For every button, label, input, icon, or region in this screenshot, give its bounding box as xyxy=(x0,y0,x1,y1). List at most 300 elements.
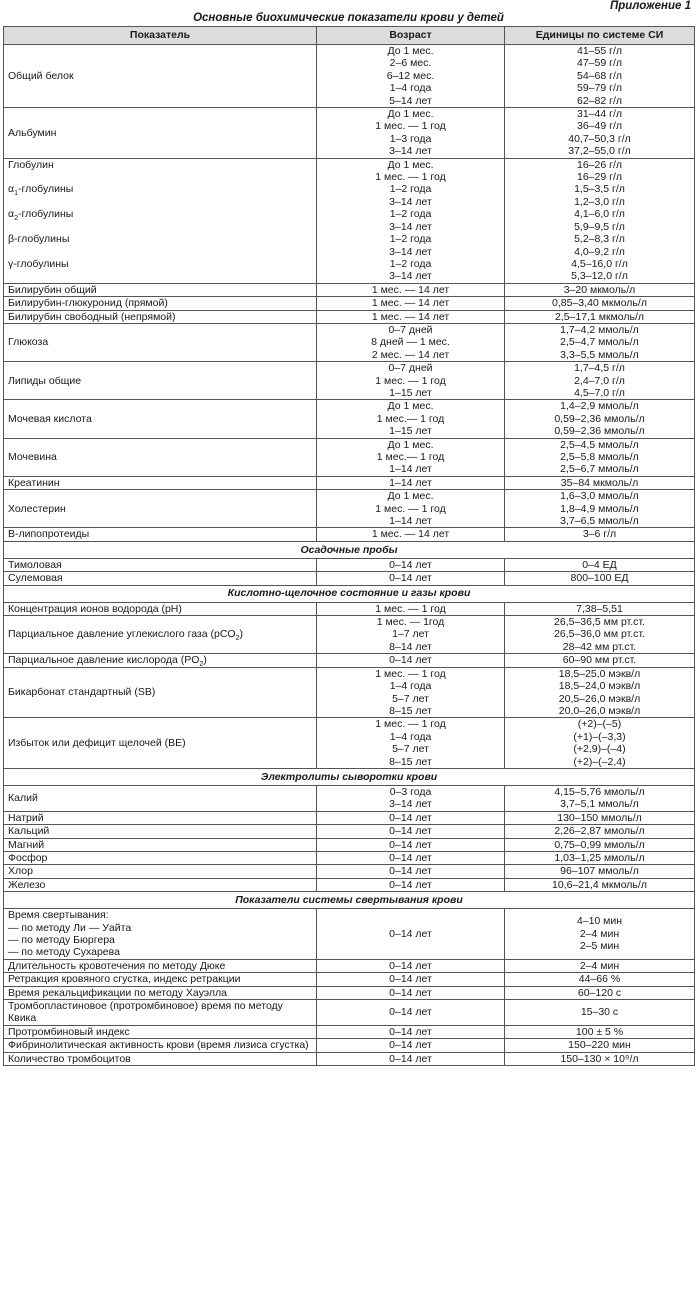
indicator-name xyxy=(8,246,312,258)
unit-cell xyxy=(505,825,695,838)
table-row xyxy=(4,785,695,811)
unit-cell xyxy=(505,838,695,851)
reference-value: 2,5–4,5 ммоль/л xyxy=(560,438,639,451)
age-range: 1–4 года xyxy=(389,730,432,743)
reference-value: (+1)–(–3,3) xyxy=(573,730,626,743)
table-row xyxy=(4,825,695,838)
header-age: Возраст xyxy=(317,27,505,45)
age-range: 0–14 лет xyxy=(389,927,432,940)
reference-value: 0–4 ЕД xyxy=(582,558,617,571)
indicator-name xyxy=(8,171,312,183)
reference-value: 2–5 мин xyxy=(579,940,620,953)
indicator-name: Концентрация ионов водорода (pH) xyxy=(8,602,182,615)
indicator-name: Магний xyxy=(8,838,45,851)
unit-cell xyxy=(505,528,695,541)
table-row xyxy=(4,973,695,986)
reference-value: 10,6–21,4 мкмоль/л xyxy=(552,878,647,891)
table-row xyxy=(4,1000,695,1026)
unit-cell xyxy=(505,616,695,654)
reference-value: 2,5–4,7 ммоль/л xyxy=(560,336,639,349)
indicator-name: Билирубин общий xyxy=(8,283,97,296)
age-range: 3–14 лет xyxy=(389,270,432,283)
unit-cell xyxy=(505,438,695,476)
header-row xyxy=(4,27,695,45)
unit-cell xyxy=(505,400,695,438)
indicator-cell xyxy=(4,528,317,541)
age-range: До 1 мес. xyxy=(387,108,434,121)
section-title: Показатели системы свертывания крови xyxy=(4,892,695,909)
table-row xyxy=(4,572,695,585)
header-units: Единицы по системе СИ xyxy=(505,27,695,45)
age-cell xyxy=(317,785,505,811)
indicator-name: Холестерин xyxy=(8,502,66,515)
table-row xyxy=(4,476,695,489)
unit-cell xyxy=(505,851,695,864)
reference-value: 1,2–3,0 г/л xyxy=(574,195,625,208)
indicator-name xyxy=(8,270,312,282)
age-range: 1 мес. — 1 год xyxy=(375,602,446,615)
age-cell xyxy=(317,1039,505,1052)
indicator-name: Общий белок xyxy=(8,69,74,82)
indicator-cell xyxy=(4,362,317,400)
indicator-cell xyxy=(4,297,317,310)
reference-value: 2–4 мин xyxy=(579,927,620,940)
age-range: 1 мес. — 1 год xyxy=(375,374,446,387)
age-range: 1 мес. — 1 год xyxy=(375,718,446,731)
age-range: 1–2 года xyxy=(389,208,432,221)
reference-value: 3,7–6,5 ммоль/л xyxy=(560,515,639,528)
indicator-name: Креатинин xyxy=(8,476,60,489)
unit-cell xyxy=(505,476,695,489)
table-row xyxy=(4,158,695,283)
age-range: 3–14 лет xyxy=(389,798,432,811)
table-row xyxy=(4,108,695,159)
age-range: 5–7 лет xyxy=(392,692,429,705)
indicator-name: Билирубин-глюкуронид (прямой) xyxy=(8,297,168,310)
indicator-name: Билирубин свободный (непрямой) xyxy=(8,310,176,323)
indicator-cell xyxy=(4,1052,317,1065)
indicator-cell xyxy=(4,825,317,838)
reference-value: 20,5–26,0 мэкв/л xyxy=(558,692,641,705)
indicator-cell xyxy=(4,959,317,972)
table-row xyxy=(4,1039,695,1052)
age-range: 1–15 лет xyxy=(389,425,432,438)
indicator-name: Железо xyxy=(8,878,46,891)
reference-value: 2,5–6,7 ммоль/л xyxy=(560,463,639,476)
age-range: 1–4 года xyxy=(389,82,432,95)
indicator-cell xyxy=(4,400,317,438)
indicator-cell xyxy=(4,973,317,986)
unit-cell xyxy=(505,865,695,878)
table-row xyxy=(4,602,695,615)
reference-value: 2,4–7,0 г/л xyxy=(574,374,625,387)
indicator-cell xyxy=(4,654,317,667)
age-range: 1 мес. — 14 лет xyxy=(371,283,450,296)
reference-value: 2,26–2,87 ммоль/л xyxy=(554,825,645,838)
indicator-cell xyxy=(4,878,317,891)
reference-value: 28–42 мм рт.ст. xyxy=(562,640,637,653)
age-cell xyxy=(317,1000,505,1026)
table-row xyxy=(4,986,695,999)
indicator-cell xyxy=(4,1025,317,1038)
age-cell xyxy=(317,572,505,585)
unit-cell xyxy=(505,297,695,310)
indicator-name: Глобулин xyxy=(8,158,54,171)
age-range: 1–14 лет xyxy=(389,463,432,476)
age-range: 2 мес. — 14 лет xyxy=(371,348,450,361)
table-row xyxy=(4,878,695,891)
reference-value: 18,5–24,0 мэкв/л xyxy=(558,680,641,693)
indicator-name: — по методу Бюргера xyxy=(8,934,115,946)
unit-cell xyxy=(505,1025,695,1038)
indicator-cell xyxy=(4,909,317,960)
unit-cell xyxy=(505,310,695,323)
reference-value: 37,2–55,0 г/л xyxy=(568,145,631,158)
age-range: 1 мес.— 1 год xyxy=(376,451,445,463)
reference-value: 3,7–5,1 ммоль/л xyxy=(560,798,639,811)
age-range: 2–6 мес. xyxy=(389,57,432,70)
reference-value: 16–26 г/л xyxy=(577,158,622,171)
unit-cell xyxy=(505,558,695,571)
age-range: 0–7 дней xyxy=(388,362,433,375)
indicator-name: Натрий xyxy=(8,811,44,824)
unit-cell xyxy=(505,158,695,283)
unit-cell xyxy=(505,602,695,615)
age-cell xyxy=(317,654,505,667)
reference-value: 35–84 мкмоль/л xyxy=(560,476,639,489)
reference-value: 59–79 г/л xyxy=(577,82,622,95)
unit-cell xyxy=(505,811,695,824)
reference-value: 150–130 × 10⁹/л xyxy=(560,1052,639,1065)
indicator-cell xyxy=(4,602,317,615)
age-range: До 1 мес. xyxy=(387,400,434,413)
age-range: 0–14 лет xyxy=(389,811,432,824)
age-range: 0–14 лет xyxy=(389,1052,432,1065)
reference-value: 47–59 г/л xyxy=(577,57,622,70)
table-row xyxy=(4,667,695,718)
age-range: 3–14 лет xyxy=(389,245,432,258)
reference-value: 4,1–6,0 г/л xyxy=(574,208,625,221)
age-cell xyxy=(317,667,505,718)
indicator-name: Время рекальцификации по методу Хауэлла xyxy=(8,986,227,999)
indicator-cell xyxy=(4,811,317,824)
age-range: 1 мес. — 1 год xyxy=(375,667,446,680)
reference-value: 16–29 г/л xyxy=(577,171,622,184)
indicator-name: Хлор xyxy=(8,865,33,878)
age-range: 0–14 лет xyxy=(389,572,432,585)
table-row xyxy=(4,718,695,769)
age-cell xyxy=(317,108,505,159)
indicator-name: Избыток или дефицит щелочей (BE) xyxy=(8,736,186,749)
section-row xyxy=(4,541,695,558)
table-title: Основные биохимические показатели крови у детей xyxy=(193,12,504,24)
age-range: 1–3 года xyxy=(389,132,432,145)
reference-value: (+2)–(–2,4) xyxy=(573,755,626,768)
indicator-name: $\alpha_2$-глобулины xyxy=(8,208,74,223)
table-row xyxy=(4,297,695,310)
table-row xyxy=(4,283,695,296)
age-cell xyxy=(317,476,505,489)
indicator-name: Мочевина xyxy=(8,451,57,463)
reference-value: 4,5–16,0 г/л xyxy=(571,257,628,270)
unit-cell xyxy=(505,973,695,986)
unit-cell xyxy=(505,108,695,159)
age-range: 1 мес. — 14 лет xyxy=(371,310,450,323)
age-range: 1 мес. — 1 год xyxy=(375,120,446,133)
age-range: 1–4 года xyxy=(389,680,432,693)
table-row xyxy=(4,616,695,654)
reference-value: 15–30 с xyxy=(580,1006,619,1019)
reference-value: 0,75–0,99 ммоль/л xyxy=(554,838,645,851)
reference-value: 4,0–9,2 г/л xyxy=(574,245,625,258)
table-row xyxy=(4,490,695,528)
indicator-cell xyxy=(4,667,317,718)
table-row xyxy=(4,362,695,400)
age-cell xyxy=(317,878,505,891)
reference-value: 62–82 г/л xyxy=(577,94,622,107)
indicator-name: Калий xyxy=(8,792,38,805)
age-range: 5–14 лет xyxy=(389,94,432,107)
age-cell xyxy=(317,838,505,851)
indicator-cell xyxy=(4,1039,317,1052)
indicator-cell xyxy=(4,283,317,296)
indicator-cell xyxy=(4,851,317,864)
age-range: 1–15 лет xyxy=(389,386,432,399)
unit-cell xyxy=(505,490,695,528)
age-range: 8–14 лет xyxy=(389,640,432,653)
unit-cell xyxy=(505,718,695,769)
indicator-cell xyxy=(4,1000,317,1026)
unit-cell xyxy=(505,1000,695,1026)
reference-value: 5,3–12,0 г/л xyxy=(571,270,628,283)
reference-value: 0,59–2,36 ммоль/л xyxy=(554,425,645,438)
age-cell xyxy=(317,616,505,654)
age-range: 1–14 лет xyxy=(389,476,432,489)
indicator-cell xyxy=(4,323,317,361)
reference-value: 150–220 мин xyxy=(568,1039,631,1052)
table-row xyxy=(4,865,695,878)
table-row xyxy=(4,45,695,108)
indicator-name: Бикарбонат стандартный (SB) xyxy=(8,686,156,699)
unit-cell xyxy=(505,323,695,361)
unit-cell xyxy=(505,785,695,811)
age-cell xyxy=(317,438,505,476)
table-row xyxy=(4,438,695,476)
indicator-name: В-липопротеиды xyxy=(8,528,90,541)
table-row xyxy=(4,528,695,541)
age-range: 3–14 лет xyxy=(389,145,432,158)
indicator-cell xyxy=(4,45,317,108)
indicator-cell xyxy=(4,572,317,585)
age-range: 0–14 лет xyxy=(389,986,432,999)
age-range: 1–7 лет xyxy=(392,628,429,641)
age-range: 1–2 года xyxy=(389,183,432,196)
section-title: Электролиты сыворотки крови xyxy=(4,768,695,785)
indicator-name: Время свертывания: xyxy=(8,909,109,922)
section-title: Осадочные пробы xyxy=(4,541,695,558)
reference-value: 26,5–36,5 мм рт.ст. xyxy=(554,616,645,629)
unit-cell xyxy=(505,1052,695,1065)
age-cell xyxy=(317,490,505,528)
indicator-cell xyxy=(4,476,317,489)
indicator-cell xyxy=(4,986,317,999)
age-range: 0–14 лет xyxy=(389,1039,432,1052)
table-row xyxy=(4,1025,695,1038)
table-row xyxy=(4,1052,695,1065)
reference-value: 41–55 г/л xyxy=(577,45,622,57)
age-cell xyxy=(317,602,505,615)
age-cell xyxy=(317,283,505,296)
age-range: 8–15 лет xyxy=(389,755,432,768)
table-row xyxy=(4,811,695,824)
reference-value: 60–90 мм рт.ст. xyxy=(562,654,637,667)
age-range: 0–14 лет xyxy=(389,838,432,851)
age-cell xyxy=(317,825,505,838)
age-range: 0–7 дней xyxy=(388,323,433,336)
age-cell xyxy=(317,959,505,972)
age-range: 1 мес.— 1 год xyxy=(376,412,445,425)
indicator-name: Парциальное давление углекислого газа (pCO$_2$) xyxy=(8,628,243,643)
unit-cell xyxy=(505,667,695,718)
indicator-name: Фосфор xyxy=(8,851,48,864)
age-range: 6–12 мес. xyxy=(386,69,435,82)
reference-value: 1,4–2,9 ммоль/л xyxy=(560,400,639,413)
unit-cell xyxy=(505,45,695,108)
indicator-name: Липиды общие xyxy=(8,374,82,387)
age-range: 1–14 лет xyxy=(389,515,432,528)
age-cell xyxy=(317,400,505,438)
section-row xyxy=(4,892,695,909)
age-cell xyxy=(317,1052,505,1065)
section-row xyxy=(4,768,695,785)
indicator-name: — по методу Сухарева xyxy=(8,946,120,959)
indicator-cell xyxy=(4,438,317,476)
reference-value: 96–107 ммоль/л xyxy=(560,865,639,878)
section-row xyxy=(4,585,695,602)
age-range: 0–14 лет xyxy=(389,959,432,972)
table-row xyxy=(4,959,695,972)
reference-value: 130–150 ммоль/л xyxy=(557,811,642,824)
indicator-name: Сулемовая xyxy=(8,572,63,585)
reference-value: 4,5–7,0 г/л xyxy=(574,386,625,399)
age-cell xyxy=(317,362,505,400)
indicator-name: Длительность кровотечения по методу Дюке xyxy=(8,959,226,972)
age-cell xyxy=(317,811,505,824)
age-cell xyxy=(317,310,505,323)
indicator-name: Парциальное давление кислорода $(PO_2)$ xyxy=(8,654,207,668)
unit-cell xyxy=(505,986,695,999)
indicator-name: Мочевая кислота xyxy=(8,412,92,425)
section-title: Кислотно-щелочное состояние и газы крови xyxy=(4,585,695,602)
indicator-cell xyxy=(4,785,317,811)
indicator-name: Протромбиновый индекс xyxy=(8,1025,130,1038)
reference-value: 18,5–25,0 мэкв/л xyxy=(558,667,641,680)
age-cell xyxy=(317,558,505,571)
reference-value: 800–100 ЕД xyxy=(570,572,629,585)
indicator-name: γ-глобулины xyxy=(8,257,69,270)
table-row xyxy=(4,851,695,864)
table-row xyxy=(4,310,695,323)
reference-value: 4–10 мин xyxy=(576,915,623,928)
indicator-cell xyxy=(4,838,317,851)
age-range: 0–14 лет xyxy=(389,865,432,878)
reference-value: 3–20 мкмоль/л xyxy=(563,283,636,296)
reference-value: 100 ± 5 % xyxy=(575,1025,624,1038)
indicator-name: $\alpha_1$-глобулины xyxy=(8,183,74,198)
age-cell xyxy=(317,851,505,864)
age-range: 1 мес. — 14 лет xyxy=(371,297,450,310)
age-range: 3–14 лет xyxy=(389,220,432,233)
indicator-cell xyxy=(4,158,317,283)
blood-chemistry-table xyxy=(3,26,695,1066)
age-range: 1–2 года xyxy=(389,233,432,246)
indicator-cell xyxy=(4,616,317,654)
appendix-label: Приложение 1 xyxy=(609,0,691,12)
reference-value: 0,85–3,40 мкмоль/л xyxy=(552,297,647,310)
age-range: 3–14 лет xyxy=(389,195,432,208)
indicator-cell xyxy=(4,558,317,571)
age-range: 0–14 лет xyxy=(389,1025,432,1038)
unit-cell xyxy=(505,283,695,296)
unit-cell xyxy=(505,1039,695,1052)
indicator-name: Кальций xyxy=(8,825,50,838)
indicator-name: — по методу Ли — Уайта xyxy=(8,921,132,934)
age-cell xyxy=(317,865,505,878)
reference-value: 7,38–5,51 xyxy=(576,602,623,615)
age-cell xyxy=(317,909,505,960)
indicator-name: Тромбопластиновое (протромбиновое) время по методу Квика xyxy=(8,1000,283,1025)
indicator-name: Тимоловая xyxy=(8,558,62,571)
table-row xyxy=(4,654,695,667)
reference-value: 54–68 г/л xyxy=(577,69,622,82)
indicator-name: Альбумин xyxy=(8,126,57,139)
age-cell xyxy=(317,528,505,541)
age-range: 1 мес. — 14 лет xyxy=(371,528,450,541)
reference-value: 31–44 г/л xyxy=(577,108,622,121)
indicator-name xyxy=(8,221,312,233)
age-range: 0–14 лет xyxy=(389,878,432,891)
unit-cell xyxy=(505,362,695,400)
reference-value: 2,5–5,8 ммоль/л xyxy=(560,451,639,463)
indicator-name: Количество тромбоцитов xyxy=(8,1052,131,1065)
indicator-name: Фибринолитическая активность крови (время лизиса сгустка) xyxy=(8,1039,309,1052)
reference-value: 5,9–9,5 г/л xyxy=(574,220,625,233)
table-row xyxy=(4,558,695,571)
reference-value: 3–6 г/л xyxy=(582,528,617,541)
reference-value: 4,15–5,76 ммоль/л xyxy=(554,785,645,798)
table-row xyxy=(4,400,695,438)
reference-value: 5,2–8,3 г/л xyxy=(574,233,625,246)
age-cell xyxy=(317,158,505,283)
unit-cell xyxy=(505,572,695,585)
reference-value: (+2)–(–5) xyxy=(577,718,622,731)
age-cell xyxy=(317,297,505,310)
age-range: 0–3 года xyxy=(389,785,432,798)
reference-value: 0,59–2,36 ммоль/л xyxy=(554,412,645,425)
age-range: До 1 мес. xyxy=(387,158,434,171)
age-range: 8–15 лет xyxy=(389,704,432,717)
indicator-cell xyxy=(4,865,317,878)
age-range: 0–14 лет xyxy=(389,825,432,838)
indicator-name: Ретракция кровяного сгустка, индекс ретракции xyxy=(8,973,241,986)
reference-value: 20,0–26,0 мэкв/л xyxy=(558,704,641,717)
age-range: 0–14 лет xyxy=(389,558,432,571)
age-range: 1 мес. — 1год xyxy=(376,616,445,629)
indicator-name: Глюкоза xyxy=(8,336,49,349)
unit-cell xyxy=(505,654,695,667)
reference-value: 60–120 с xyxy=(577,986,622,999)
age-range: 5–7 лет xyxy=(392,743,429,756)
